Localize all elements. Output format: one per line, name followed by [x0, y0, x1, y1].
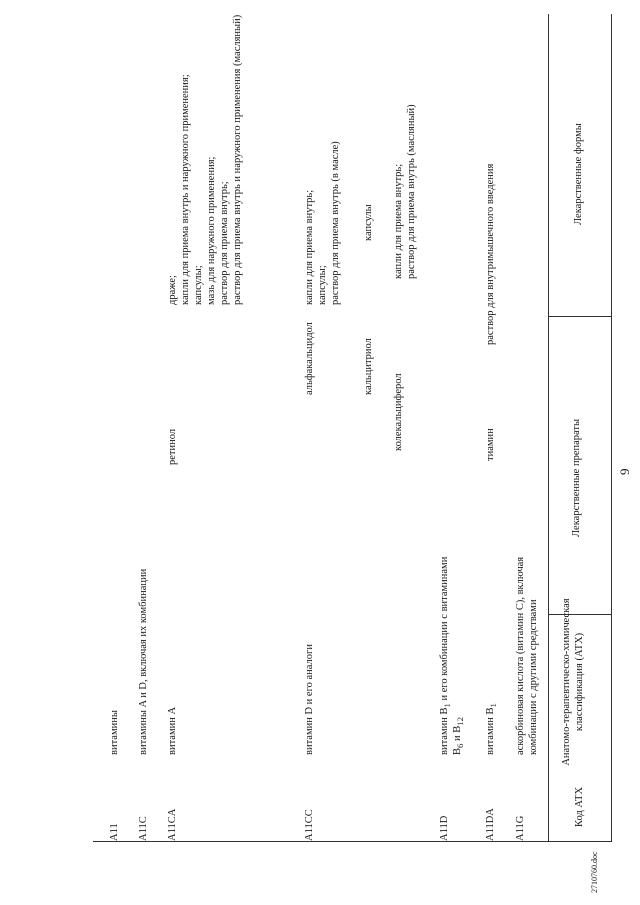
dosage-forms: драже; капли для приема внутрь и наружного применения; капсулы; мазь для наружного применения; раствор для приема внутрь; раствор для приема внутрь и наружного применения (масляный)	[167, 14, 243, 305]
document-footer: 2710760.doc	[590, 851, 599, 893]
dosage-forms: капли для приема внутрь; капсулы; раствор для приема внутрь (в масле)	[304, 141, 341, 305]
atc-code: A11D	[439, 815, 450, 841]
drug-name: альфакальцидол	[304, 322, 315, 395]
atc-code: A11CA	[167, 808, 178, 841]
table-top-border	[611, 14, 612, 842]
classification-text: витамин $B_1$	[485, 703, 499, 755]
column-divider	[548, 316, 611, 317]
classification-text: витамин $B_1$ и его комбинации с витаминами	[439, 556, 453, 755]
atc-code: A11DA	[485, 808, 496, 841]
header-forms: Лекарственные формы	[573, 123, 584, 225]
column-divider	[93, 841, 611, 842]
dosage-forms: раствор для внутримышечного введения	[485, 163, 496, 345]
atc-code: A11C	[138, 816, 149, 841]
dosage-forms: капли для приема внутрь; раствор для приема внутрь (масляный)	[393, 104, 417, 279]
header-separator	[548, 14, 549, 842]
atc-code: A11	[109, 823, 120, 841]
page-number: 9	[617, 468, 632, 475]
drug-name: ретинол	[167, 428, 178, 465]
header-preparations: Лекарственные препараты	[571, 418, 582, 537]
classification-text-line2: $B_6$ и $B_{12}$	[452, 716, 466, 755]
drug-name: тиамин	[485, 428, 496, 461]
classification-text: витамины A и D, включая их комбинации	[138, 568, 149, 755]
atc-code: A11CC	[304, 809, 315, 841]
header-classification: Анатомо-терапевтическо-химическая классификация (АТХ)	[561, 598, 585, 766]
classification-text: витамин D и его аналоги	[304, 644, 315, 755]
classification-text: витамин A	[167, 706, 178, 755]
drug-name: колекальциферол	[393, 373, 404, 451]
drug-name: кальцитриол	[363, 338, 374, 395]
dosage-forms: капсулы	[363, 204, 374, 241]
classification-text: аскорбиновая кислота (витамин C), включая комбинации с другими средствами	[515, 556, 539, 755]
classification-text: витамины	[109, 710, 120, 755]
atc-code: A11G	[515, 815, 526, 841]
header-code: Код АТХ	[574, 786, 585, 827]
